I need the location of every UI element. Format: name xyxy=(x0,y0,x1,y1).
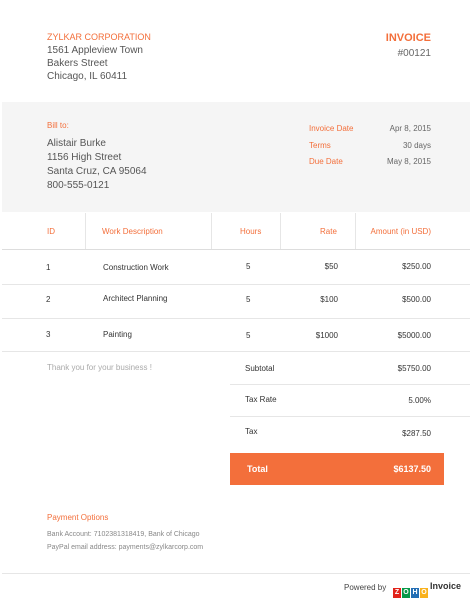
row-id: 2 xyxy=(46,295,51,304)
row-hours: 5 xyxy=(246,295,251,304)
company-address-line: Bakers Street xyxy=(47,58,108,69)
due-date-value: May 8, 2015 xyxy=(386,157,431,166)
paypal-line: PayPal email address: payments@zylkarcorp.com xyxy=(47,544,204,551)
invoice-date-value: Apr 8, 2015 xyxy=(389,124,431,133)
row-hours: 5 xyxy=(246,331,251,340)
row-rate: $100 xyxy=(320,295,338,304)
zoho-letter: Z xyxy=(394,589,400,596)
company-address-line: 1561 Appleview Town xyxy=(47,45,143,56)
zoho-logo-icon xyxy=(393,581,429,599)
header-hours: Hours xyxy=(240,227,262,236)
zoho-invoice-product: Invoice xyxy=(430,581,462,591)
tax-value: $287.50 xyxy=(402,429,431,438)
header-rate: Rate xyxy=(320,227,337,236)
row-amount: $250.00 xyxy=(402,262,431,271)
bill-to-line: Alistair Burke xyxy=(47,138,106,149)
total-label: Total xyxy=(247,464,268,474)
invoice-date-label: Invoice Date xyxy=(309,124,354,133)
totals-divider xyxy=(230,416,470,417)
bill-to-line: 800-555-0121 xyxy=(47,180,110,191)
tax-label: Tax xyxy=(245,427,258,436)
row-id: 3 xyxy=(46,330,51,339)
totals-divider xyxy=(230,384,470,385)
zoho-letter: O xyxy=(403,589,409,596)
tax-rate-label: Tax Rate xyxy=(245,395,277,404)
subtotal-value: $5750.00 xyxy=(397,364,431,373)
row-description: Painting xyxy=(103,330,132,339)
thank-you-note: Thank you for your business ! xyxy=(47,363,152,372)
header-description: Work Description xyxy=(102,227,163,236)
column-divider xyxy=(355,213,356,249)
invoice-number: #00121 xyxy=(397,48,431,59)
row-rate: $50 xyxy=(324,262,338,271)
zoho-letter: O xyxy=(421,589,427,596)
subtotal-label: Subtotal xyxy=(245,364,275,373)
bank-account-line: Bank Account: 7102381318419, Bank of Chicago xyxy=(47,531,200,538)
column-divider xyxy=(280,213,281,249)
row-description: Architect Planning xyxy=(103,294,168,303)
footer-divider xyxy=(2,573,470,574)
row-description: Construction Work xyxy=(103,263,169,272)
row-divider xyxy=(2,318,470,319)
row-hours: 5 xyxy=(246,262,251,271)
row-divider xyxy=(2,351,470,352)
terms-value: 30 days xyxy=(402,141,431,150)
column-divider xyxy=(85,213,86,249)
due-date-label: Due Date xyxy=(309,157,343,166)
tax-rate-value: 5.00% xyxy=(408,396,431,405)
column-divider xyxy=(211,213,212,249)
header-id: ID xyxy=(47,227,55,236)
company-name: ZYLKAR CORPORATION xyxy=(47,32,151,42)
payment-options-title: Payment Options xyxy=(47,513,109,522)
header-amount: Amount (in USD) xyxy=(370,227,431,236)
company-address-line: Chicago, IL 60411 xyxy=(47,71,128,82)
row-amount: $500.00 xyxy=(402,295,431,304)
row-divider xyxy=(2,284,470,285)
row-rate: $1000 xyxy=(315,331,338,340)
invoice-title: INVOICE xyxy=(385,32,431,44)
row-amount: $5000.00 xyxy=(397,331,431,340)
terms-label: Terms xyxy=(309,141,331,150)
bill-to-label: Bill to: xyxy=(47,121,69,130)
powered-by-label: Powered by xyxy=(344,583,387,592)
bill-to-line: 1156 High Street xyxy=(47,152,122,163)
total-value: $6137.50 xyxy=(393,464,431,474)
row-id: 1 xyxy=(46,263,51,272)
bill-to-line: Santa Cruz, CA 95064 xyxy=(47,166,147,177)
zoho-letter: H xyxy=(412,589,418,596)
